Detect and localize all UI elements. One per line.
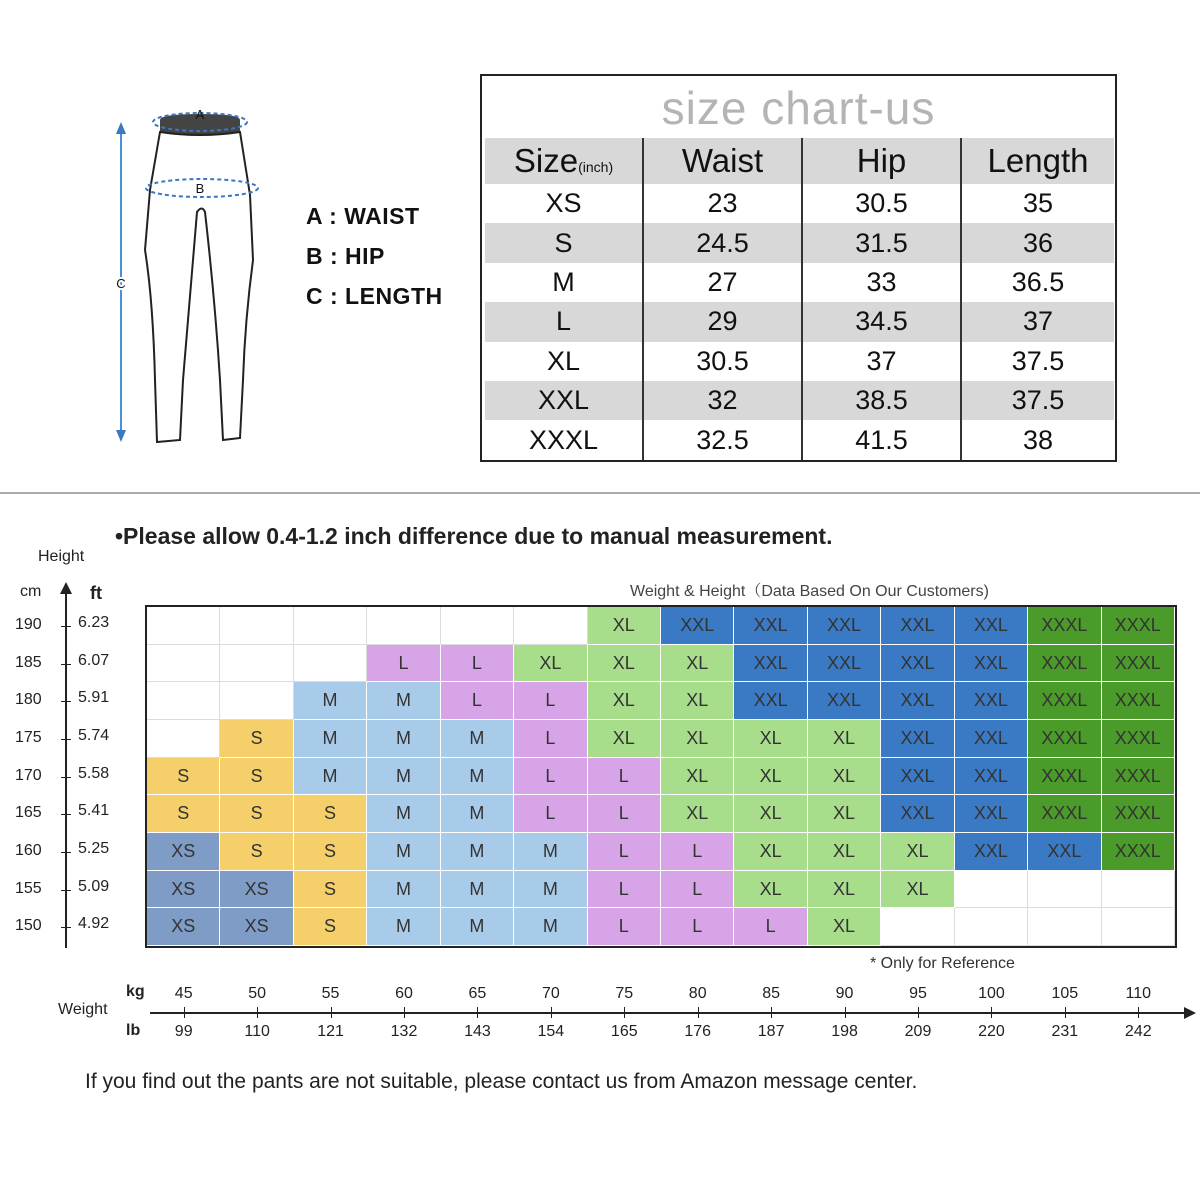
heatmap-cell: M <box>514 833 587 871</box>
heatmap-cell: XXXL <box>1102 833 1175 871</box>
hip-cell: 41.5 <box>802 420 961 459</box>
size-cell: XXL <box>485 381 643 420</box>
heatmap-cell: S <box>220 758 293 796</box>
x-tick-kg: 60 <box>395 985 413 1002</box>
heatmap-cell: XXL <box>955 758 1028 796</box>
x-tick-mark <box>184 1007 185 1018</box>
heatmap-cell: XXL <box>955 682 1028 720</box>
heatmap-cell <box>514 607 587 645</box>
heatmap-cell: S <box>294 795 367 833</box>
size-row <box>485 263 1114 302</box>
heatmap-cell <box>955 908 1028 946</box>
heatmap-cell: L <box>661 871 734 909</box>
heatmap-cell: XL <box>588 607 661 645</box>
heatmap-cell: XL <box>808 871 881 909</box>
y-tick-mark <box>61 739 71 740</box>
length-cell: 36.5 <box>961 263 1114 302</box>
heatmap-cell: L <box>441 682 514 720</box>
heatmap-cell: M <box>367 833 440 871</box>
heatmap-cell: L <box>514 758 587 796</box>
heatmap-cell: XL <box>588 645 661 683</box>
hip-cell: 38.5 <box>802 381 961 420</box>
x-tick-kg: 110 <box>1125 985 1152 1002</box>
x-axis-arrow-icon <box>1184 1007 1196 1019</box>
marker-a: A <box>195 107 205 122</box>
heatmap-cell: XL <box>808 795 881 833</box>
heatmap-cell <box>367 607 440 645</box>
x-tick-kg: 45 <box>174 985 193 1002</box>
x-tick-kg: 100 <box>978 985 1005 1002</box>
heatmap-cell: XL <box>808 758 881 796</box>
heatmap-cell <box>147 720 220 758</box>
heatmap-cell: L <box>367 645 440 683</box>
heatmap-cell <box>1102 871 1175 909</box>
heatmap-cell: XL <box>514 645 587 683</box>
y-unit-cm: cm <box>20 583 42 600</box>
heatmap-cell: XL <box>661 682 734 720</box>
length-cell: 37.5 <box>961 381 1114 420</box>
heatmap-cell <box>147 607 220 645</box>
y-tick-ft: 4.92 <box>78 915 110 933</box>
heatmap-cell <box>1028 871 1101 909</box>
waist-cell: 29 <box>643 302 802 341</box>
y-tick-ft: 6.23 <box>78 613 110 631</box>
size-cell: M <box>552 266 575 297</box>
heatmap-cell: L <box>661 833 734 871</box>
size-chart-table <box>480 74 1117 462</box>
size-chart-title: size chart-us <box>661 82 936 134</box>
x-tick-mark <box>257 1007 258 1018</box>
x-tick-lb: 121 <box>317 1023 344 1040</box>
x-axis-line <box>150 1012 1186 1014</box>
size-cell: S <box>485 223 643 262</box>
waist-cell: 30.5 <box>643 342 802 381</box>
heatmap-cell: XL <box>734 758 807 796</box>
y-tick-ft: 5.74 <box>78 726 110 744</box>
contact-note: If you find out the pants are not suitable, please contact us from Amazon message center. <box>85 1070 918 1093</box>
y-tick-ft: 6.07 <box>78 651 110 669</box>
heatmap-cell: M <box>367 758 440 796</box>
x-tick-lb: 209 <box>904 1023 932 1040</box>
heatmap-cell: S <box>147 758 220 796</box>
reference-note: * Only for Reference <box>870 955 1015 972</box>
heatmap-cell <box>294 645 367 683</box>
size-cell: XL <box>546 345 581 376</box>
y-tick-cm: 175 <box>15 728 42 746</box>
heatmap-cell: XXXL <box>1102 758 1175 796</box>
heatmap-cell <box>1102 908 1175 946</box>
heatmap-cell: XS <box>220 908 293 946</box>
heatmap-cell: L <box>514 720 587 758</box>
heatmap-cell: XXL <box>1028 833 1101 871</box>
x-tick-kg: 85 <box>762 985 781 1002</box>
x-tick-lb: 99 <box>174 1023 193 1040</box>
x-tick-lb: 132 <box>390 1023 418 1040</box>
x-tick-lb: 154 <box>537 1023 565 1040</box>
x-tick-kg: 65 <box>468 985 487 1002</box>
heatmap-cell: L <box>734 908 807 946</box>
x-tick-kg: 90 <box>835 985 854 1002</box>
leggings-diagram <box>105 100 275 450</box>
x-tick-kg: 105 <box>1051 985 1079 1002</box>
x-tick-kg: 55 <box>321 985 340 1002</box>
y-tick-cm: 170 <box>15 766 42 784</box>
heatmap-cell: XL <box>881 871 954 909</box>
heatmap-cell: M <box>441 795 514 833</box>
x-axis-title: Weight <box>58 1001 108 1018</box>
y-tick-cm: 155 <box>15 879 42 897</box>
heatmap-cell: XXL <box>881 607 954 645</box>
x-tick-lb: 165 <box>610 1023 638 1040</box>
length-cell: 35 <box>961 184 1114 223</box>
x-tick-mark <box>991 1007 992 1018</box>
heatmap-cell: XXL <box>808 645 881 683</box>
heatmap-cell: XXXL <box>1028 795 1101 833</box>
heatmap-cell: M <box>441 758 514 796</box>
x-tick-mark <box>771 1007 772 1018</box>
y-axis-line <box>65 590 67 948</box>
heatmap-cell: XL <box>588 720 661 758</box>
y-tick-mark <box>61 777 71 778</box>
waist-cell: 27 <box>643 263 802 302</box>
heatmap-cell <box>147 645 220 683</box>
heatmap-cell: XXL <box>881 758 954 796</box>
heatmap-cell: M <box>294 682 367 720</box>
heatmap-cell: XXXL <box>1102 720 1175 758</box>
y-tick-cm: 150 <box>15 917 42 935</box>
hip-cell: 31.5 <box>802 223 961 262</box>
heatmap-cell <box>294 607 367 645</box>
heatmap-cell: S <box>220 720 293 758</box>
heatmap-cell: XL <box>734 720 807 758</box>
x-unit-lb: lb <box>126 1022 141 1039</box>
heatmap-cell: XS <box>220 871 293 909</box>
heatmap-cell: L <box>588 833 661 871</box>
y-tick-cm: 160 <box>15 841 42 859</box>
y-tick-cm: 185 <box>15 653 42 671</box>
heatmap-cell: XXL <box>881 645 954 683</box>
heatmap-cell: M <box>441 720 514 758</box>
heatmap-cell: XXL <box>955 645 1028 683</box>
size-cell: XXXL <box>528 424 599 455</box>
waist-cell: 32 <box>643 381 802 420</box>
y-tick-mark <box>61 814 71 815</box>
heatmap-cell: XL <box>734 795 807 833</box>
heatmap-cell: M <box>294 720 367 758</box>
x-unit-kg: kg <box>126 983 145 1000</box>
y-tick-ft: 5.09 <box>78 877 110 895</box>
heatmap-cell: XXL <box>881 795 954 833</box>
y-tick-cm: 180 <box>15 691 42 709</box>
x-tick-kg: 80 <box>688 985 707 1002</box>
heatmap-cell: XL <box>808 720 881 758</box>
heatmap-cell <box>441 607 514 645</box>
y-tick-mark <box>61 701 71 702</box>
heatmap-cell: XXXL <box>1028 682 1101 720</box>
size-row <box>485 381 1114 420</box>
x-tick-mark <box>1138 1007 1139 1018</box>
chart-title: Weight & Height（Data Based On Our Customers) <box>630 583 989 600</box>
heatmap-cell: XXXL <box>1102 682 1175 720</box>
heatmap-cell: L <box>588 871 661 909</box>
heatmap-cell <box>220 682 293 720</box>
heatmap-cell: S <box>294 833 367 871</box>
length-cell: 36 <box>961 223 1114 262</box>
heatmap-cell: XXL <box>734 682 807 720</box>
x-tick-mark <box>698 1007 699 1018</box>
x-tick-lb: 220 <box>978 1023 1005 1040</box>
x-tick-mark <box>477 1007 478 1018</box>
x-tick-mark <box>551 1007 552 1018</box>
heatmap-cell: XXXL <box>1102 607 1175 645</box>
x-tick-lb: 143 <box>464 1023 491 1040</box>
x-tick-kg: 50 <box>248 985 267 1002</box>
header-size: Size(inch) <box>485 138 643 184</box>
heatmap-cell: L <box>588 758 661 796</box>
header-hip: Hip <box>802 138 961 184</box>
y-tick-cm: 165 <box>15 804 42 822</box>
heatmap-cell <box>881 908 954 946</box>
heatmap-cell <box>220 607 293 645</box>
heatmap-cell <box>147 682 220 720</box>
size-row <box>485 342 1114 381</box>
heatmap-cell: XXL <box>955 720 1028 758</box>
y-tick-ft: 5.91 <box>78 689 110 707</box>
x-tick-lb: 198 <box>831 1023 858 1040</box>
heatmap-cell: L <box>588 795 661 833</box>
y-tick-mark <box>61 626 71 627</box>
marker-c: C <box>116 276 126 291</box>
x-tick-mark <box>918 1007 919 1018</box>
heatmap-cell: XS <box>147 908 220 946</box>
heatmap-cell: M <box>441 871 514 909</box>
length-cell: 37 <box>961 302 1114 341</box>
heatmap-cell: XXL <box>661 607 734 645</box>
heatmap-cell: L <box>588 908 661 946</box>
x-tick-lb: 187 <box>757 1023 785 1040</box>
heatmap-cell: XL <box>734 871 807 909</box>
heatmap-cell: XXL <box>955 607 1028 645</box>
size-row <box>485 302 1114 341</box>
x-tick-kg: 70 <box>541 985 560 1002</box>
heatmap-cell: S <box>220 833 293 871</box>
y-tick-ft: 5.58 <box>78 764 110 782</box>
y-tick-mark <box>61 664 71 665</box>
heatmap-cell: XL <box>661 720 734 758</box>
x-tick-lb: 231 <box>1051 1023 1079 1040</box>
y-tick-ft: 5.25 <box>78 839 110 857</box>
heatmap-cell: S <box>147 795 220 833</box>
waist-cell: 23 <box>643 184 802 223</box>
size-cell: XS <box>545 188 582 219</box>
x-tick-mark <box>331 1007 332 1018</box>
heatmap-cell <box>1028 908 1101 946</box>
heatmap-cell: XXL <box>881 682 954 720</box>
x-tick-mark <box>624 1007 625 1018</box>
heatmap-cell: S <box>294 908 367 946</box>
y-axis-arrow-icon <box>60 582 72 594</box>
x-tick-kg: 75 <box>615 985 634 1002</box>
heatmap-cell: M <box>441 908 514 946</box>
heatmap-cell: XL <box>808 908 881 946</box>
heatmap-cell: M <box>367 720 440 758</box>
size-cell: L <box>485 302 643 341</box>
x-tick-mark <box>845 1007 846 1018</box>
heatmap-cell: XXXL <box>1028 720 1101 758</box>
heatmap-cell: XXL <box>734 645 807 683</box>
waist-cell: 24.5 <box>643 223 802 262</box>
heatmap-cell: XL <box>881 833 954 871</box>
heatmap-cell: L <box>661 908 734 946</box>
heatmap-cell: M <box>367 682 440 720</box>
heatmap-cell: XL <box>734 833 807 871</box>
y-tick-mark <box>61 890 71 891</box>
heatmap-cell: XXL <box>734 607 807 645</box>
heatmap-cell: S <box>294 871 367 909</box>
y-tick-cm: 190 <box>15 615 42 633</box>
heatmap-cell: M <box>514 871 587 909</box>
y-unit-ft: ft <box>90 583 102 603</box>
heatmap-cell: XS <box>147 871 220 909</box>
header-length: Length <box>961 138 1114 184</box>
heatmap-cell: S <box>220 795 293 833</box>
heatmap-cell: XXL <box>808 682 881 720</box>
hip-cell: 37 <box>802 342 961 381</box>
heatmap-cell: XL <box>588 682 661 720</box>
heatmap-cell: XXL <box>881 720 954 758</box>
heatmap-cell: M <box>367 871 440 909</box>
heatmap-cell: XXL <box>955 833 1028 871</box>
heatmap-cell: L <box>514 682 587 720</box>
x-tick-kg: 95 <box>909 985 927 1002</box>
size-row <box>485 184 1114 223</box>
heatmap-cell: XS <box>147 833 220 871</box>
heatmap-cell: L <box>514 795 587 833</box>
heatmap-cell: M <box>294 758 367 796</box>
header-waist: Waist <box>643 138 802 184</box>
legend-waist: A : WAIST <box>306 203 420 229</box>
heatmap-cell: XL <box>808 833 881 871</box>
heatmap-cell: XXXL <box>1102 645 1175 683</box>
marker-b: B <box>195 181 205 196</box>
legend-length: C : LENGTH <box>306 283 443 309</box>
heatmap-cell: XXXL <box>1028 758 1101 796</box>
heatmap-cell: XXXL <box>1028 607 1101 645</box>
y-tick-mark <box>61 852 71 853</box>
section-divider <box>0 492 1200 494</box>
heatmap-cell: XXXL <box>1028 645 1101 683</box>
heatmap-cell: XXXL <box>1102 795 1175 833</box>
heatmap-cell: M <box>367 908 440 946</box>
heatmap-cell: XL <box>661 758 734 796</box>
heatmap-cell <box>955 871 1028 909</box>
length-cell: 37.5 <box>961 342 1114 381</box>
size-row <box>485 223 1114 262</box>
size-heatmap <box>145 605 1177 948</box>
heatmap-cell: XXL <box>955 795 1028 833</box>
heatmap-cell: M <box>514 908 587 946</box>
heatmap-cell: XL <box>661 795 734 833</box>
y-axis-title: Height <box>38 548 85 565</box>
legend-hip: B : HIP <box>306 243 385 269</box>
hip-cell: 30.5 <box>802 184 961 223</box>
y-tick-mark <box>61 927 71 928</box>
heatmap-cell <box>220 645 293 683</box>
measurement-note: •Please allow 0.4-1.2 inch difference due to manual measurement. <box>115 523 833 549</box>
hip-cell: 33 <box>802 263 961 302</box>
x-tick-lb: 176 <box>684 1023 712 1040</box>
x-tick-mark <box>1065 1007 1066 1018</box>
length-cell: 38 <box>961 420 1114 459</box>
heatmap-cell: XXL <box>808 607 881 645</box>
heatmap-cell: XL <box>661 645 734 683</box>
heatmap-cell: M <box>441 833 514 871</box>
y-tick-ft: 5.41 <box>78 802 110 820</box>
x-tick-lb: 242 <box>1124 1023 1152 1040</box>
x-tick-lb: 110 <box>244 1023 270 1040</box>
heatmap-cell: L <box>441 645 514 683</box>
waist-cell: 32.5 <box>643 420 802 459</box>
x-tick-mark <box>404 1007 405 1018</box>
heatmap-cell: M <box>367 795 440 833</box>
hip-cell: 34.5 <box>802 302 961 341</box>
size-row <box>485 420 1114 459</box>
